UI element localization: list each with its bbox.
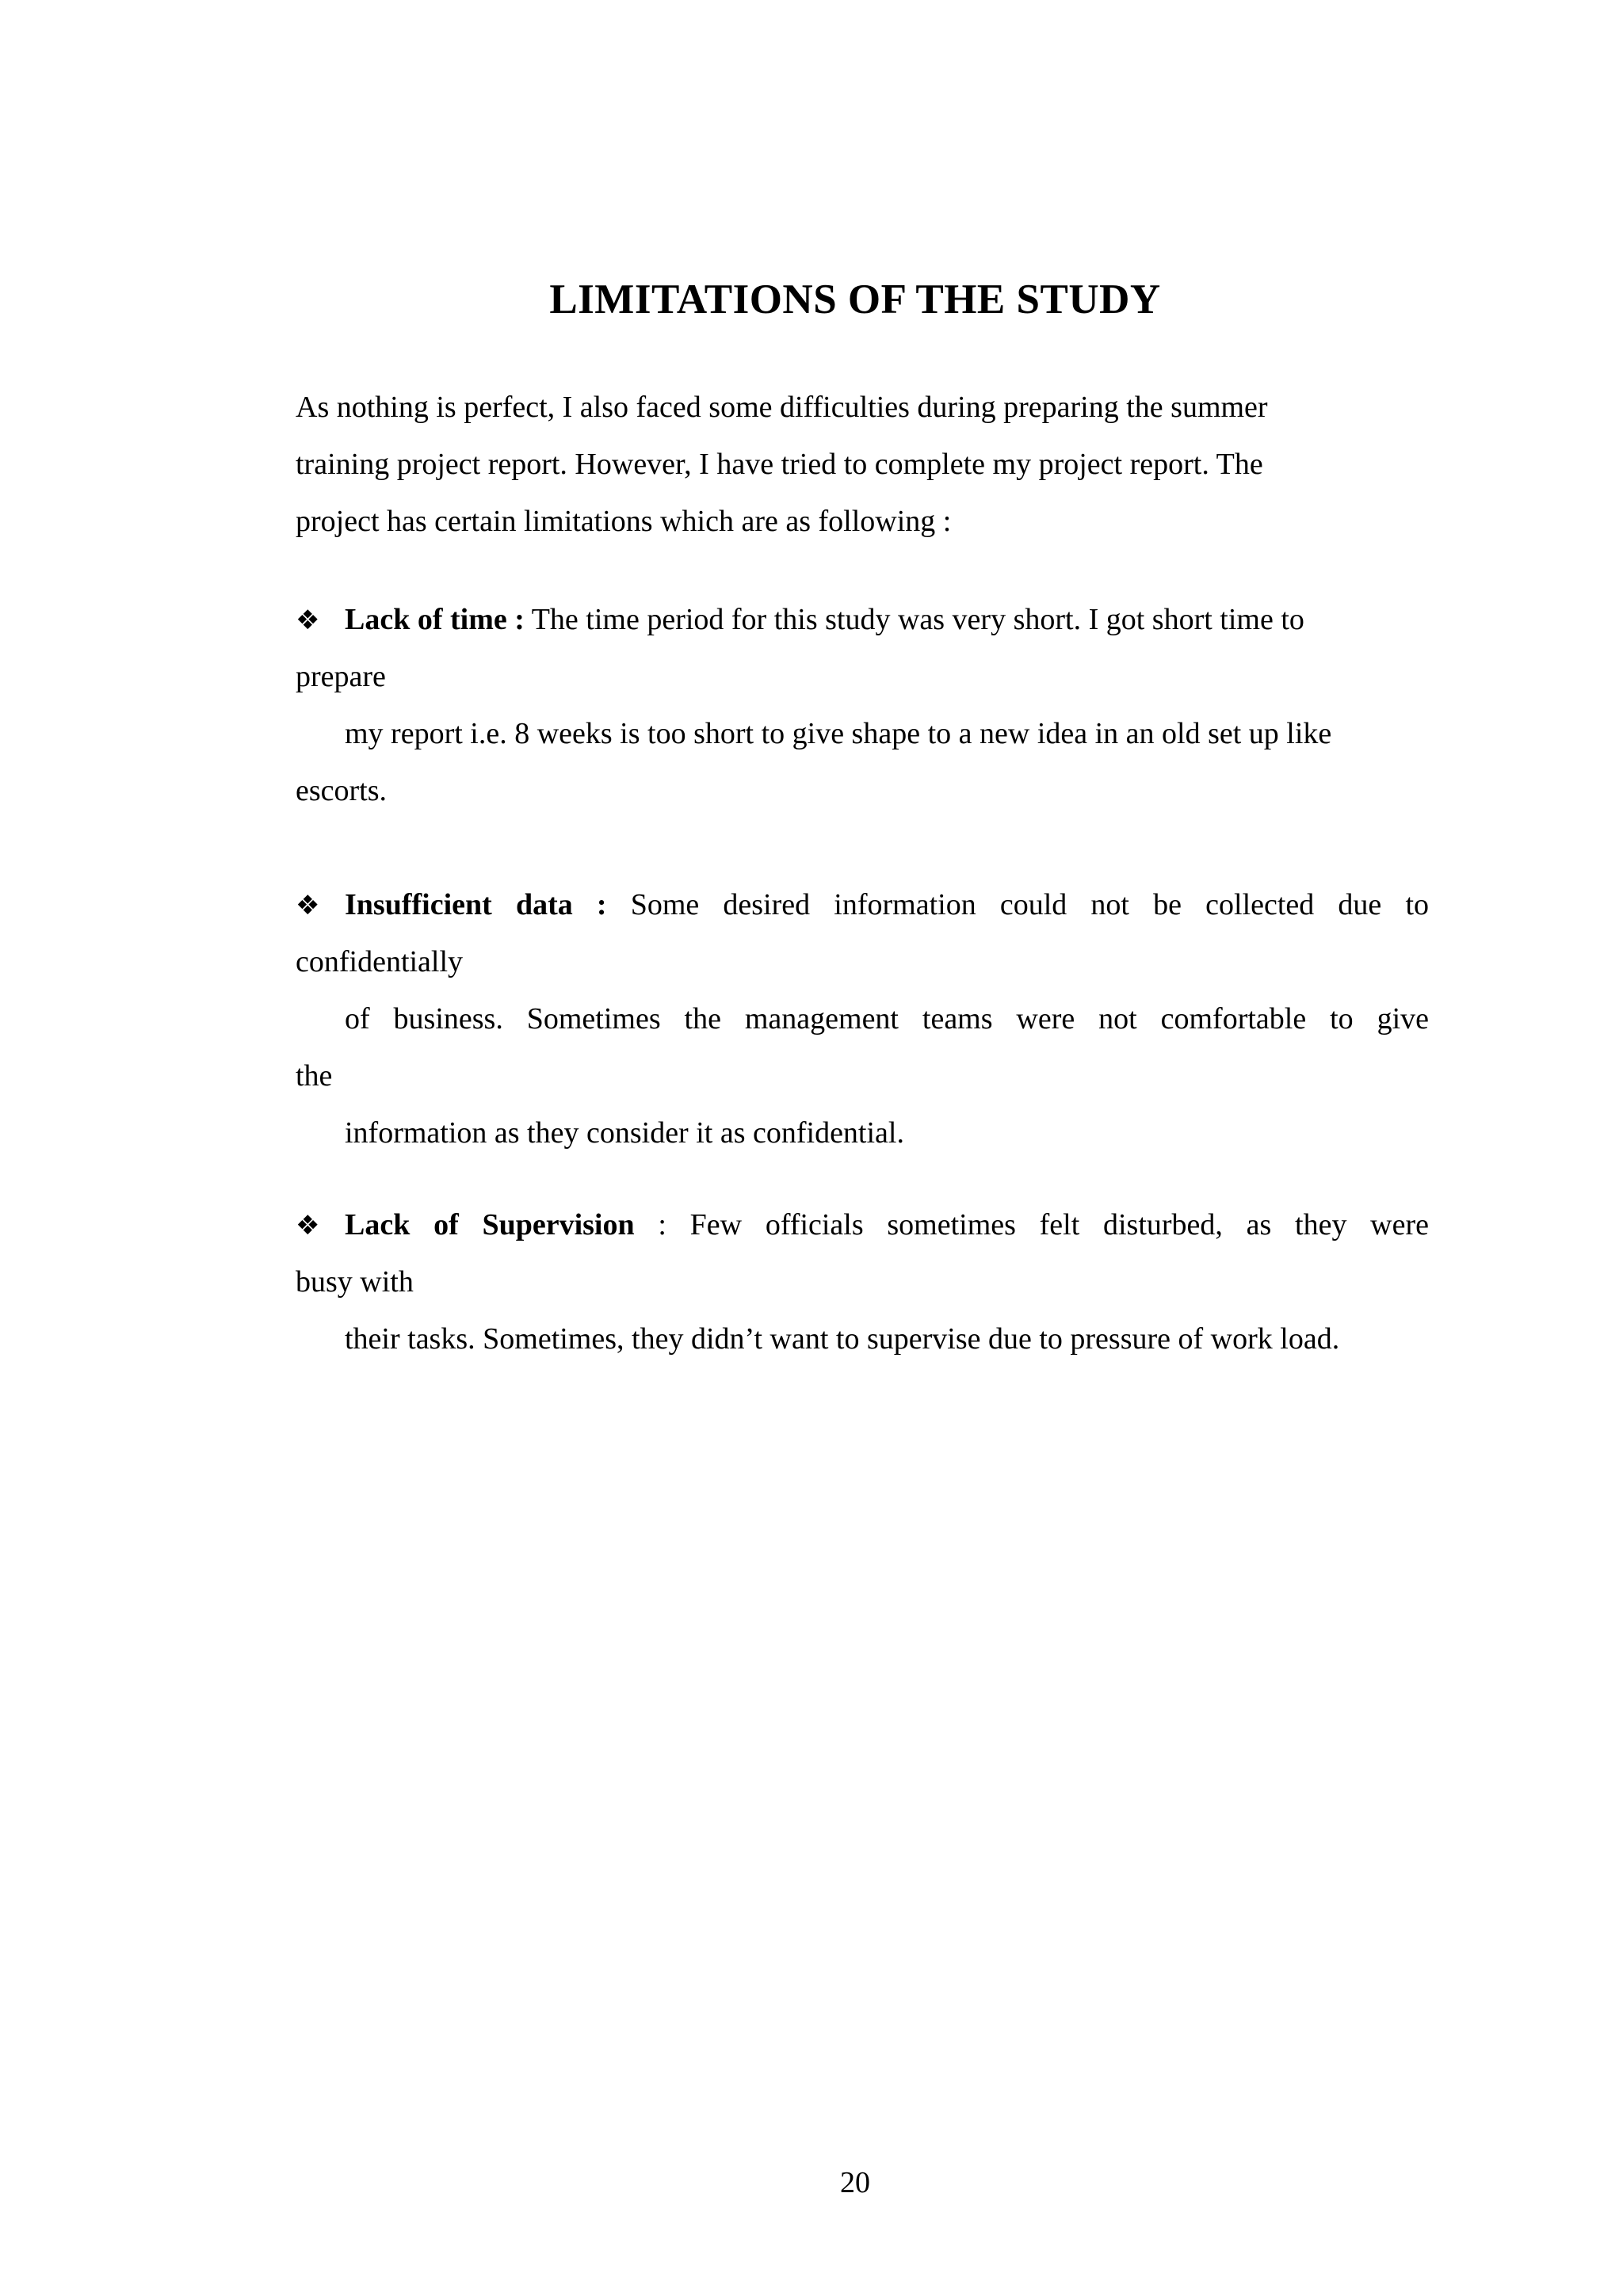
limitation-first-line <box>296 876 1429 933</box>
intro-line: training project report. However, I have tried to complete my project report. The <box>296 448 1263 481</box>
limitation-wrap-line: prepare <box>296 660 386 693</box>
intro-line: As nothing is perfect, I also faced some difficulties during preparing the summer <box>296 391 1268 424</box>
limitation-wrap-line: confidentially <box>296 945 464 978</box>
bullet-diamond-icon: ❖ <box>296 1210 320 1241</box>
limitation-wrap-line: escorts. <box>296 774 388 807</box>
page-number: 20 <box>840 2166 870 2199</box>
limitation-text: : Few officials sometimes felt disturbed, as they were <box>634 1208 1430 1241</box>
bullet-diamond-icon: ❖ <box>296 890 320 921</box>
limitation-lack-of-time <box>296 591 1429 819</box>
limitation-insufficient-data <box>296 876 1429 1161</box>
limitation-lack-of-supervision <box>296 1196 1429 1367</box>
limitation-indented-line: my report i.e. 8 weeks is too short to give shape to a new idea in an old set up like <box>345 717 1332 750</box>
limitation-indented-line: of business. Sometimes the management teams were not comfortable to give <box>345 1002 1429 1035</box>
page-title: LIMITATIONS OF THE STUDY <box>549 277 1161 322</box>
limitation-first-line <box>296 591 1429 648</box>
intro-paragraph <box>296 379 1429 550</box>
limitation-text: The time period for this study was very short. I got short time to <box>524 603 1304 636</box>
limitation-wrap-line: busy with <box>296 1265 414 1299</box>
limitation-indented-line: their tasks. Sometimes, they didn’t want to supervise due to pressure of work load. <box>345 1322 1340 1356</box>
limitation-label: Lack of Supervision <box>345 1208 635 1241</box>
limitation-label: Lack of time : <box>345 603 525 636</box>
intro-line: project has certain limitations which are as following : <box>296 505 952 538</box>
limitation-wrap-line: the <box>296 1059 333 1093</box>
bullet-diamond-icon: ❖ <box>296 605 320 636</box>
limitation-text: Some desired information could not be collected due to <box>606 888 1430 921</box>
limitation-label: Insufficient data : <box>345 888 607 921</box>
limitation-indented-line: information as they consider it as confidential. <box>345 1116 904 1150</box>
limitation-first-line <box>296 1196 1429 1253</box>
